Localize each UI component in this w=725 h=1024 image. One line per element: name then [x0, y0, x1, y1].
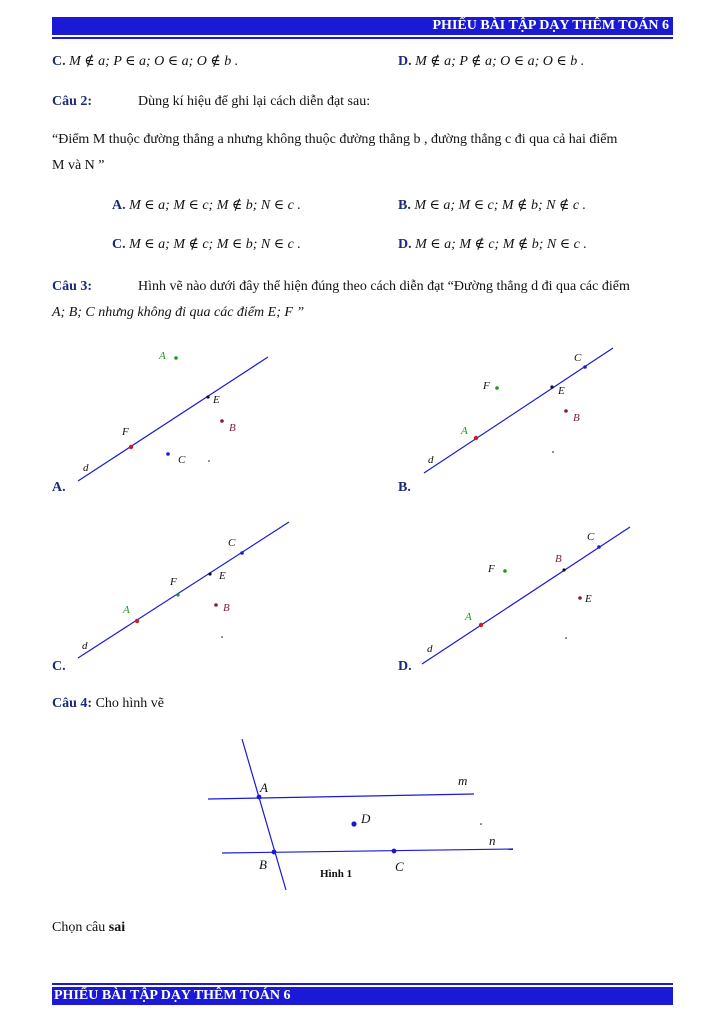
q3-fig-b-label: B.: [398, 480, 411, 495]
line-d: [78, 357, 268, 481]
point-c: [597, 545, 601, 549]
label-c: C: [395, 859, 404, 874]
point-c: [166, 452, 170, 456]
q2-option-d: D. M ∈ a; M ∉ c; M ∉ b; N ∈ c .: [398, 237, 587, 252]
point-e: [550, 385, 553, 388]
label-b: B: [229, 422, 236, 434]
figure-a: [78, 350, 268, 481]
q3-line2: A; B; C nhưng không đi qua các điểm E; F ”: [52, 305, 305, 320]
line-n: [222, 849, 513, 853]
point-a: [479, 623, 483, 627]
line-d: [78, 522, 289, 658]
q3-fig-a-label: A.: [52, 480, 66, 495]
point-f: [503, 569, 507, 573]
label-a: A: [159, 350, 166, 362]
figure-b: [424, 348, 613, 473]
figure-hinh-1: [208, 739, 513, 890]
point-f: [495, 386, 499, 390]
label-d: d: [428, 454, 434, 466]
label-a: A: [461, 425, 468, 437]
label-c: C: [228, 537, 236, 549]
label-a: A: [260, 780, 268, 795]
point-f: [176, 593, 179, 596]
point-f: [129, 445, 133, 449]
label-c: C: [587, 531, 595, 543]
label-b: B: [259, 857, 267, 872]
label-b: B: [555, 553, 562, 565]
footer-rule: [52, 983, 673, 985]
line-m: [208, 794, 474, 799]
point-e: [578, 596, 582, 600]
point-e: [206, 395, 209, 398]
label-d: d: [83, 462, 89, 474]
q3-fig-c-label: C.: [52, 659, 66, 674]
label-a: A: [465, 611, 472, 623]
label-f: F: [483, 380, 490, 392]
dot: [221, 636, 223, 638]
point-b: [272, 850, 277, 855]
point-c: [240, 551, 244, 555]
label-e: E: [558, 385, 565, 397]
figure-c: [78, 522, 289, 658]
point-d: [351, 821, 356, 826]
point-c: [583, 365, 587, 369]
q3-line1: Hình vẽ nào dưới đây thể hiện đúng theo cách diễn đạt “Đường thẳng d đi qua các điểm: [138, 279, 630, 294]
point-e: [208, 572, 211, 575]
label-e: E: [219, 570, 226, 582]
point-a: [474, 436, 478, 440]
q2-line2: M và N ”: [52, 158, 105, 173]
label-d: d: [82, 640, 88, 652]
label-d: d: [427, 643, 433, 655]
label-c: C: [178, 454, 186, 466]
dot: [565, 637, 567, 639]
q2-option-b: B. M ∈ a; M ∈ c; M ∉ b; N ∉ c .: [398, 198, 587, 213]
point-c: [392, 849, 397, 854]
label-e: E: [213, 394, 220, 406]
label-c: C: [574, 352, 582, 364]
label-a: A: [123, 604, 130, 616]
q2-option-a: A. M ∈ a; M ∈ c; M ∉ b; N ∈ c .: [112, 198, 301, 213]
point-a: [135, 619, 139, 623]
q4-heading: Câu 4: Cho hình vẽ: [52, 696, 165, 711]
label-n: n: [489, 833, 496, 848]
q3-fig-d-label: D.: [398, 659, 412, 674]
point-b: [562, 568, 565, 571]
point-b: [214, 603, 218, 607]
point-b: [564, 409, 568, 413]
point-a: [174, 356, 178, 360]
point-b: [220, 419, 224, 423]
label-f: F: [170, 576, 177, 588]
label-m: m: [458, 773, 468, 788]
label-f: F: [488, 563, 495, 575]
q1-option-c: C. M ∉ a; P ∈ a; O ∈ a; O ∉ b .: [52, 54, 239, 69]
q2-prompt: Dùng kí hiệu để ghi lại cách diễn đạt sau:: [138, 94, 371, 109]
footer-title: PHIẾU BÀI TẬP DẠY THÊM TOÁN 6: [54, 988, 291, 1003]
dot: [208, 460, 210, 462]
dot: [480, 823, 482, 825]
q3-label: Câu 3:: [52, 279, 93, 294]
label-b: B: [223, 602, 230, 614]
label-f: F: [122, 426, 129, 438]
dot: [552, 451, 554, 453]
q2-label: Câu 2:: [52, 94, 93, 109]
point-a: [257, 795, 262, 800]
q2-line1: “Điểm M thuộc đường thẳng a nhưng không thuộc đường thẳng b , đường thẳng c đi qua cả hai điểm: [52, 132, 618, 147]
label-e: E: [585, 593, 592, 605]
label-b: B: [573, 412, 580, 424]
figure-caption: Hình 1: [320, 868, 353, 880]
q4-choose: Chọn câu sai: [52, 920, 126, 935]
q2-option-c: C. M ∈ a; M ∉ c; M ∈ b; N ∈ c .: [112, 237, 301, 252]
header-title: PHIẾU BÀI TẬP DẠY THÊM TOÁN 6: [432, 18, 669, 33]
footer-bar: [52, 987, 673, 1005]
label-d: D: [361, 811, 371, 826]
figure-d: [422, 527, 630, 664]
q1-option-d: D. M ∉ a; P ∉ a; O ∈ a; O ∈ b .: [398, 54, 585, 69]
